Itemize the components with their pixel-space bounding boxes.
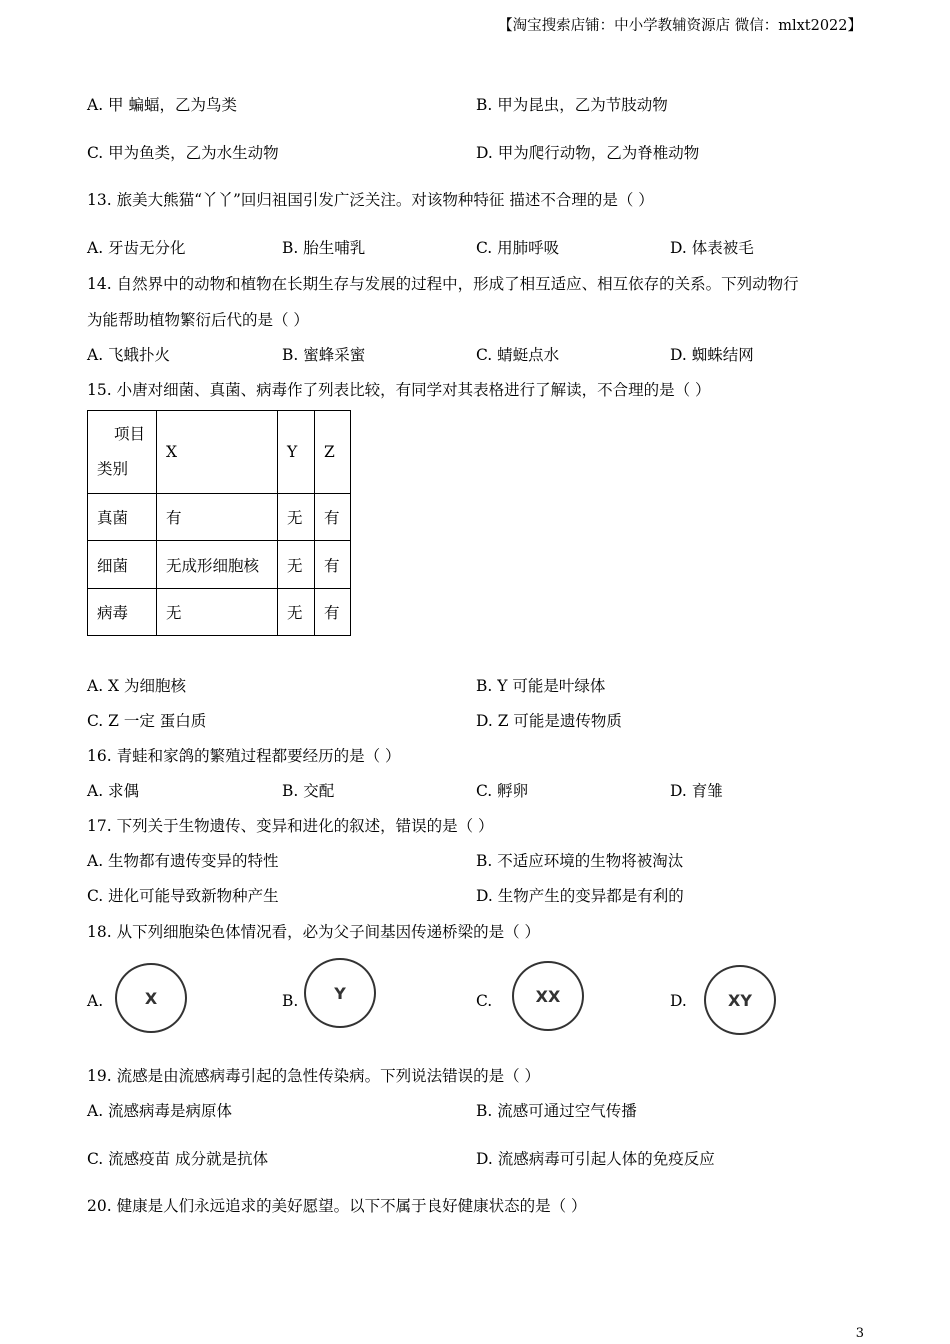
table-cell-z: 有	[315, 541, 351, 589]
page-header: 【淘宝搜索店铺：中小学教辅资源店 微信：mlxt2022】	[498, 18, 862, 34]
table-cell-x: 无	[157, 589, 278, 636]
table-header-row	[88, 411, 351, 494]
q14-stem-line2: 为能帮助植物繁衍后代的是（ ）	[87, 311, 309, 329]
table-row-name: 真菌	[88, 494, 157, 541]
table-cell-z: 有	[315, 589, 351, 636]
q18-option-a-label: A.	[87, 992, 104, 1010]
q18-option-d-label: D.	[670, 992, 687, 1010]
q15-option-c: C. Z 一定 蛋白质	[87, 712, 207, 730]
table-row	[88, 541, 351, 589]
q12-option-d: D. 甲为爬行动物，乙为脊椎动物	[476, 144, 700, 162]
q15-option-d: D. Z 可能是遗传物质	[476, 712, 622, 730]
q17-option-a: A. 生物都有遗传变异的特性	[87, 852, 279, 870]
table-cell-x: 无成形细胞核	[157, 541, 278, 589]
q19-option-b: B. 流感可通过空气传播	[476, 1102, 637, 1120]
q16-option-c: C. 孵卵	[476, 782, 529, 800]
table-cell-y: 无	[278, 589, 315, 636]
q13-option-a: A. 牙齿无分化	[87, 239, 186, 257]
q17-option-d: D. 生物产生的变异都是有利的	[476, 887, 684, 905]
table-row	[88, 494, 351, 541]
q13-option-d: D. 体表被毛	[670, 239, 754, 257]
q13-stem: 13. 旅美大熊猫“丫丫”回归祖国引发广泛关注。对该物种特征 描述不合理的是（ ）	[87, 191, 654, 209]
table-cell-y: 无	[278, 541, 315, 589]
q19-stem: 19. 流感是由流感病毒引起的急性传染病。下列说法错误的是（ ）	[87, 1067, 541, 1085]
table-corner-top: 项目	[114, 425, 146, 443]
table-cell-z: 有	[315, 494, 351, 541]
q17-option-c: C. 进化可能导致新物种产生	[87, 887, 279, 905]
q16-option-a: A. 求偶	[87, 782, 140, 800]
q16-stem: 16. 青蛙和家鸽的繁殖过程都要经历的是（ ）	[87, 747, 401, 765]
table-row-name: 细菌	[88, 541, 157, 589]
q12-option-b: B. 甲为昆虫，乙为节肢动物	[476, 96, 668, 114]
q17-option-b: B. 不适应环境的生物将被淘汰	[476, 852, 684, 870]
q18-option-b-label: B.	[282, 992, 299, 1010]
q18-option-c-label: C.	[476, 992, 493, 1010]
table-row-name: 病毒	[88, 589, 157, 636]
q15-stem: 15. 小唐对细菌、真菌、病毒作了列表比较，有同学对其表格进行了解读，不合理的是（ ）	[87, 381, 711, 399]
page-number: 3	[855, 1326, 864, 1341]
q14-option-c: C. 蜻蜓点水	[476, 346, 560, 364]
q14-option-a: A. 飞蛾扑火	[87, 346, 171, 364]
q13-option-b: B. 胎生哺乳	[282, 239, 366, 257]
cell-circle-c: XX	[512, 961, 584, 1031]
table-cell-x: 有	[157, 494, 278, 541]
table-corner-cell	[88, 411, 157, 494]
q14-stem-line1: 14. 自然界中的动物和植物在长期生存与发展的过程中，形成了相互适应、相互依存的关系。下列动物行	[87, 275, 799, 293]
cell-circle-b: Y	[304, 958, 376, 1028]
cell-circle-a: X	[115, 963, 187, 1033]
q13-option-c: C. 用肺呼吸	[476, 239, 560, 257]
q16-option-b: B. 交配	[282, 782, 335, 800]
q14-option-b: B. 蜜蜂采蜜	[282, 346, 366, 364]
q15-option-b: B. Y 可能是叶绿体	[476, 677, 606, 695]
table-col-x: X	[157, 411, 278, 494]
q16-option-d: D. 育雏	[670, 782, 723, 800]
table-cell-y: 无	[278, 494, 315, 541]
cell-circle-d: XY	[704, 965, 776, 1035]
q18-stem: 18. 从下列细胞染色体情况看，必为父子间基因传递桥梁的是（ ）	[87, 923, 541, 941]
q19-option-d: D. 流感病毒可引起人体的免疫反应	[476, 1150, 715, 1168]
q19-option-a: A. 流感病毒是病原体	[87, 1102, 233, 1120]
q20-stem: 20. 健康是人们永远追求的美好愿望。以下不属于良好健康状态的是（ ）	[87, 1197, 587, 1215]
table-row	[88, 589, 351, 636]
q15-option-a: A. X 为细胞核	[87, 677, 187, 695]
q12-option-a: A. 甲 蝙蝠，乙为鸟类	[87, 96, 237, 114]
q17-stem: 17. 下列关于生物遗传、变异和进化的叙述，错误的是（ ）	[87, 817, 494, 835]
table-col-y: Y	[278, 411, 315, 494]
q14-option-d: D. 蜘蛛结网	[670, 346, 754, 364]
q19-option-c: C. 流感疫苗 成分就是抗体	[87, 1150, 269, 1168]
q12-option-c: C. 甲为鱼类，乙为水生动物	[87, 144, 279, 162]
table-corner-bottom: 类别	[97, 460, 129, 478]
q15-comparison-table	[87, 410, 351, 636]
table-col-z: Z	[315, 411, 351, 494]
